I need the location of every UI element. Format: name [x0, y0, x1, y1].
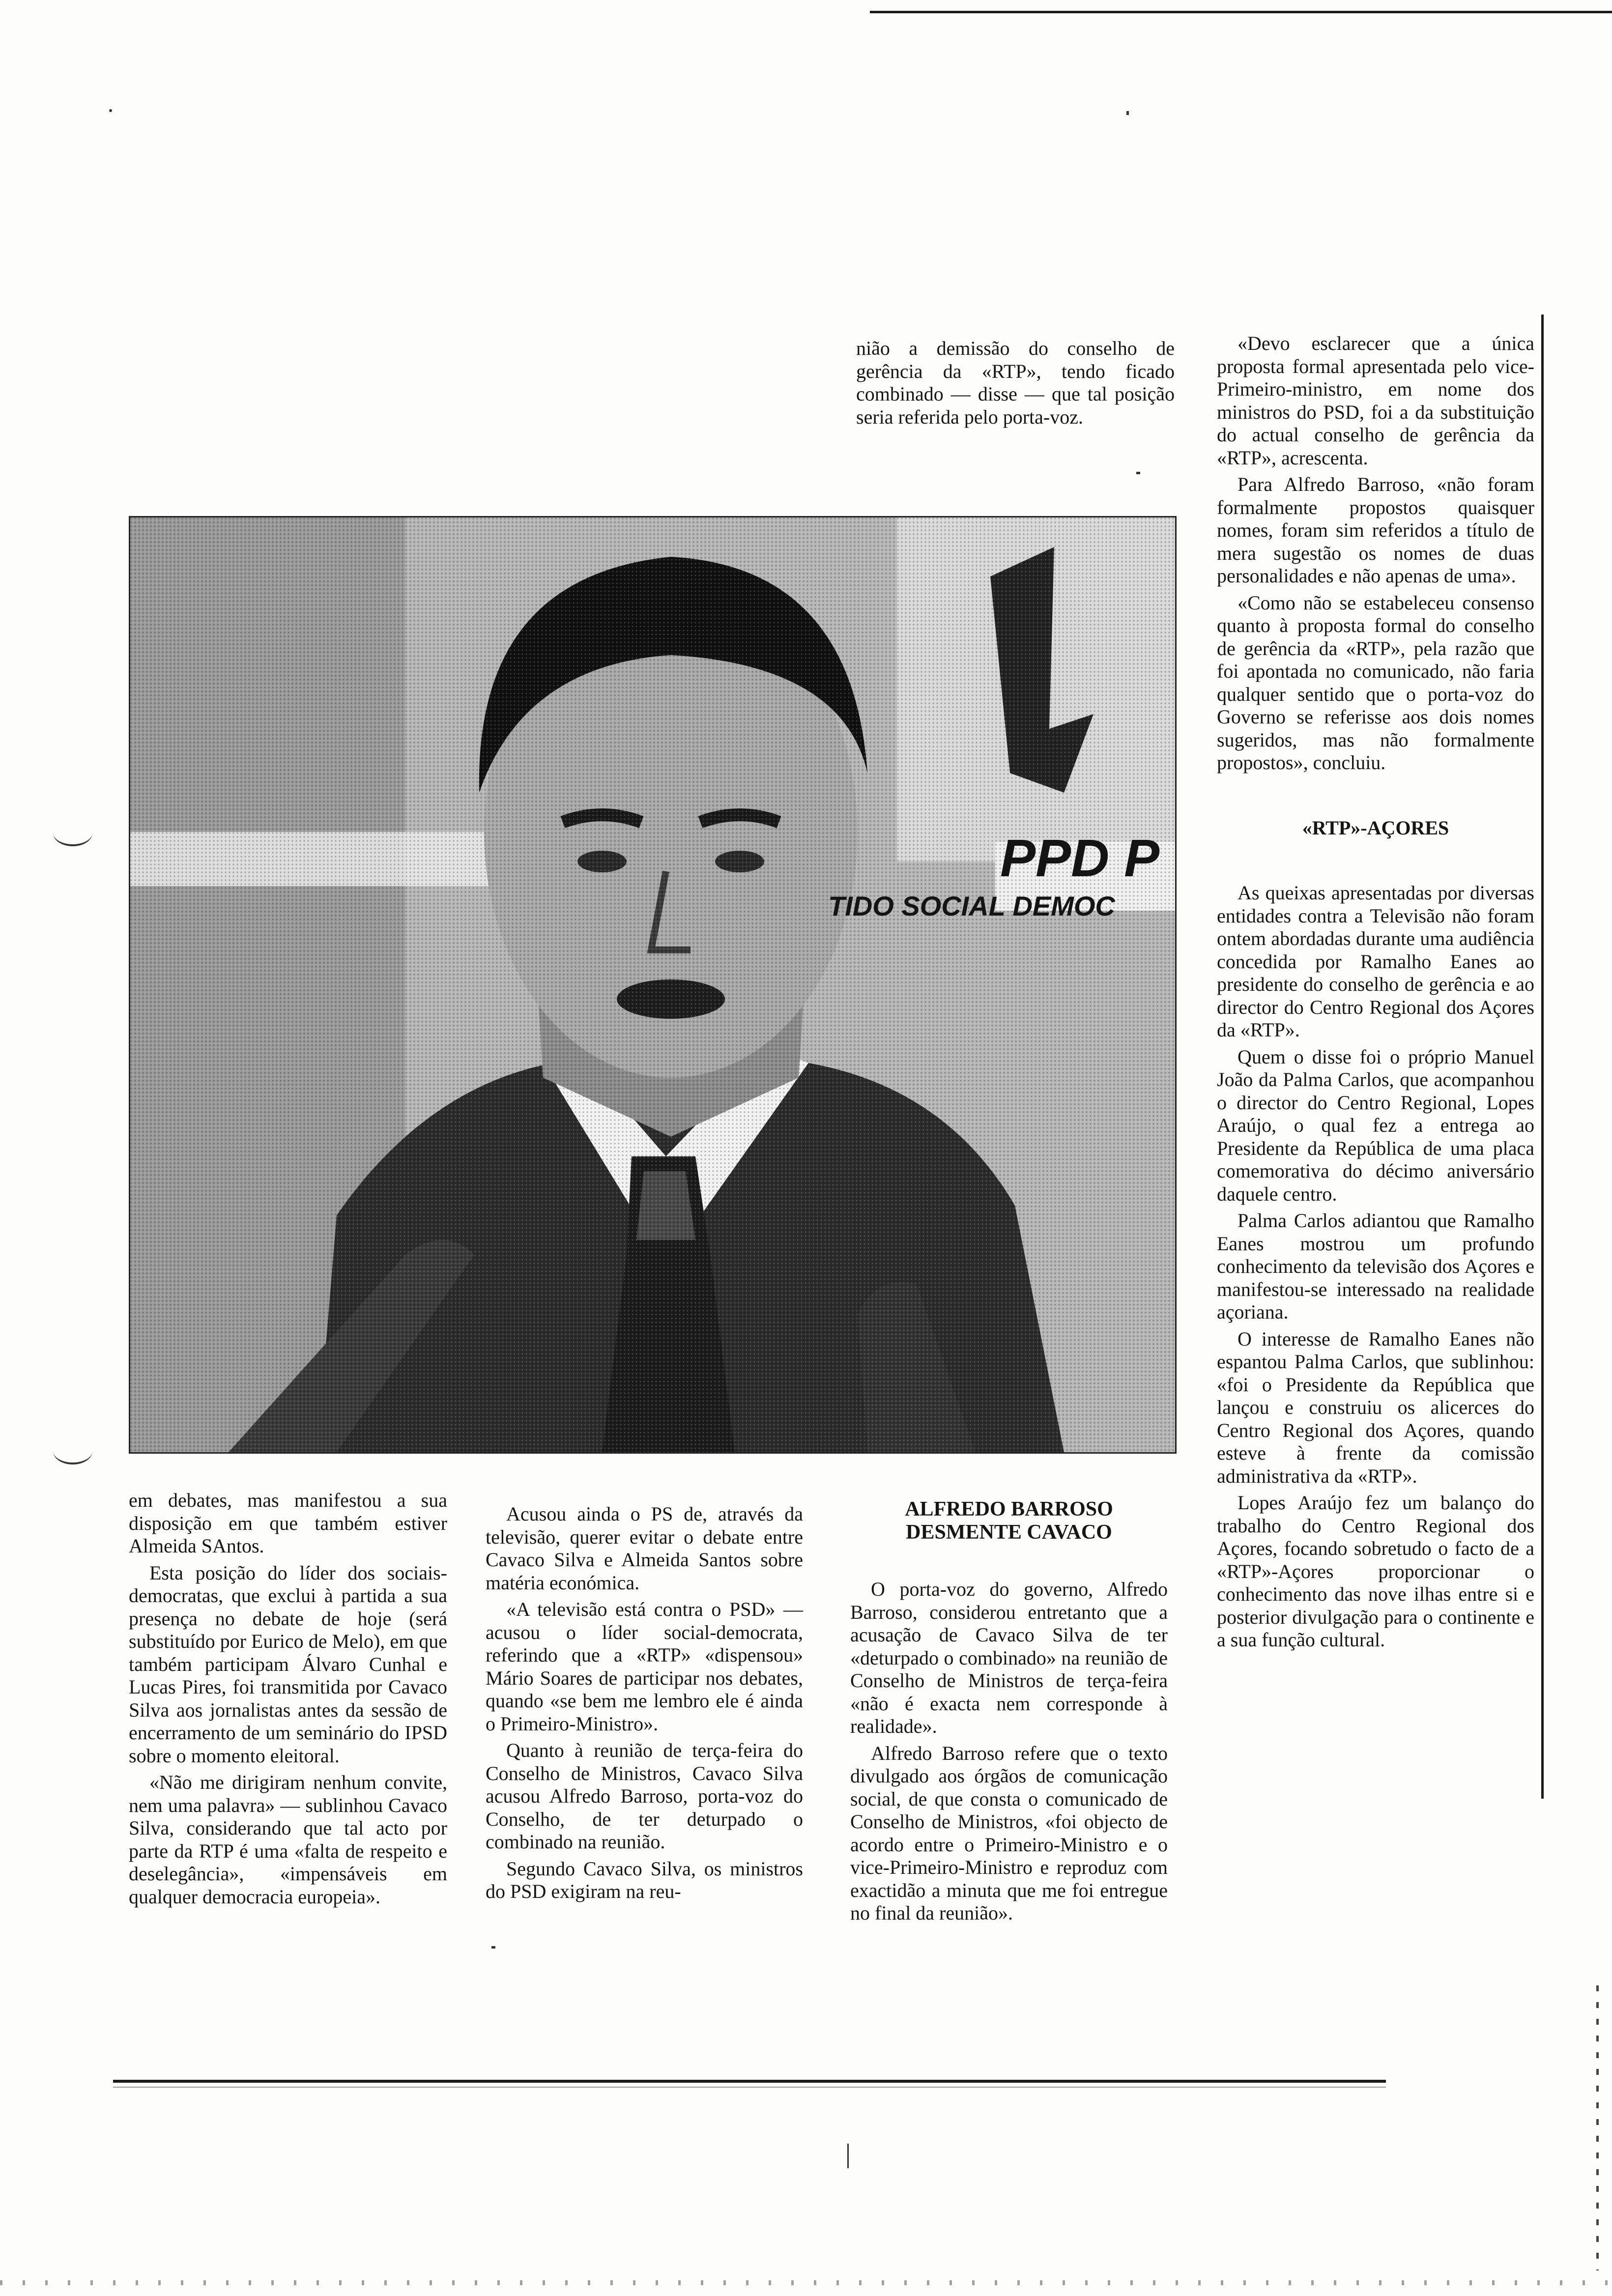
article-paragraph: «Não me dirigiram nenhum convite, nem uma palavra» — sublinhou Cavaco Silva, considerando que tal acto por parte da RTP é uma «falta de respeito e deselegância», «impensáveis em qualquer democracia europeia». — [129, 1771, 447, 1908]
article-paragraph: Quem o disse foi o próprio Manuel João da Palma Carlos, que acompanhou o director do Centro Regional, Lopes Araújo, o qual fez a entrega ao Presidente da República de uma placa comemorativa do décimo aniversário daquele centro. — [1217, 1045, 1534, 1205]
article-paragraph: As queixas apresentadas por diversas entidades contra a Televisão não foram ontem abordadas durante uma audiência concedida por Ramalho Eanes ao presidente do conselho de gerência e ao director do Centro Regional dos Açores da «RTP». — [1217, 882, 1534, 1041]
scan-speck — [1136, 472, 1140, 474]
heading-line-2: DESMENTE CAVACO — [906, 1521, 1112, 1544]
binder-hole-mark — [53, 1438, 92, 1464]
bottom-rule — [113, 2080, 1386, 2083]
article-paragraph: «A televisão está contra o PSD» — acusou o líder social-democrata, referindo que a «RTP» «dispensou» Mário Soares de participar nos debates, quando «se bem me lembro ele é ainda o Primeiro-Ministro». — [486, 1598, 803, 1735]
top-edge-rule — [870, 11, 1612, 13]
subheading-rtp-acores: «RTP»-AÇORES — [1302, 816, 1449, 839]
scan-speck — [491, 1946, 495, 1949]
article-paragraph: Acusou ainda o PS de, através da televisão, querer evitar o debate entre Cavaco Silva e Almeida Santos sobre matéria económica. — [486, 1503, 803, 1594]
scan-noise-strip — [0, 2280, 1612, 2285]
article-paragraph: Alfredo Barroso refere que o texto divulgado aos órgãos de comunicação social, de que consta o comunicado de Conselho de Ministros, «foi objecto de acordo entre o Primeiro-Ministro e o vice-Primeiro-Ministro e reproduz com exactidão a minuta que me foi entregue no final da reunião». — [850, 1742, 1168, 1924]
scan-speck — [1126, 111, 1129, 115]
photo-sign-text: PPD P — [1000, 828, 1160, 888]
article-paragraph: Segundo Cavaco Silva, os ministros do PSD exigiram na reu- — [486, 1857, 803, 1902]
binder-hole-mark — [53, 820, 92, 846]
article-paragraph: Lopes Araújo fez um balanço do trabalho do Centro Regional dos Açores, focando sobretudo o facto de a «RTP»-Açores proporcionar o conhecimento das nove ilhas entre si e posterior divulgação para o continente e a sua função cultural. — [1217, 1492, 1534, 1651]
article-paragraph: O interesse de Ramalho Eanes não espantou Palma Carlos, que sublinhou: «foi o Presidente da República que lançou e construiu os alicerces do Centro Regional dos Açores, quando esteve à frente da comissão administrativa da «RTP». — [1217, 1327, 1534, 1487]
heading-line-1: ALFREDO BARROSO — [905, 1498, 1113, 1521]
scan-speck — [109, 109, 112, 112]
bottom-rule-shadow — [113, 2087, 1386, 2088]
scan-speck — [847, 2144, 849, 2168]
article-paragraph: O porta-voz do governo, Alfredo Barroso, considerou entretanto que a acusação de Cavaco Silva de ter «deturpado o combinado» na reunião de Conselho de Ministros de terça-feira «não é exacta nem corresponde à realidade». — [850, 1578, 1168, 1737]
article-paragraph: em debates, mas manifestou a sua disposição em que também estiver Almeida SAntos. — [129, 1489, 447, 1557]
article-paragraph: Palma Carlos adiantou que Ramalho Eanes mostrou um profundo conhecimento da televisão dos Açores e manifestou-se interessado na realidade açoriana. — [1217, 1209, 1534, 1323]
right-column — [1217, 332, 1534, 1652]
article-paragraph: Esta posição do líder dos sociais-democratas, que exclui à partida a sua presença no debate de hoje (será substituído por Eurico de Melo), em que também participam Álvaro Cunhal e Lucas Pires, foi transmitida por Cavaco Silva aos jornalistas antes da sessão de encerramento de um seminário do IPSD sobre o momento eleitoral. — [129, 1561, 447, 1767]
right-column-rule — [1541, 315, 1544, 1799]
bottom-column-3 — [850, 1498, 1168, 1925]
photo-politician-speaking — [129, 516, 1177, 1454]
photo-illustration — [130, 517, 1175, 1452]
article-paragraph: «Devo esclarecer que a única proposta formal apresentada pelo vice-Primeiro-ministro, em nome dos ministros do PSD, foi a da substituição do actual conselho de gerência da «RTP», acrescenta. — [1217, 332, 1534, 469]
photo-sign-subtext: TIDO SOCIAL DEMOC — [828, 890, 1115, 921]
scan-noise-strip-right — [1596, 1985, 1599, 2270]
article-paragraph: nião a demissão do conselho de gerência da «RTP», tendo ficado combinado — disse — que tal posição seria referida pelo porta-voz. — [856, 337, 1175, 428]
article-paragraph: «Como não se estabeleceu consenso quanto à proposta formal do conselho de gerência da «RTP», pela razão que foi apontada no comunicado, não faria qualquer sentido que o porta-voz do Governo se referisse aos dois nomes sugeridos, mas não formalmente propostos», concluiu. — [1217, 591, 1534, 774]
article-paragraph: Para Alfredo Barroso, «não foram formalmente propostos quaisquer nomes, foram sim referidos a título de mera sugestão os nomes de duas personalidades e não apenas de uma». — [1217, 473, 1534, 587]
top-center-text — [856, 337, 1175, 429]
article-paragraph: Quanto à reunião de terça-feira do Conselho de Ministros, Cavaco Silva acusou Alfredo Barroso, porta-voz do Conselho, de ter deturpado o combinado na reunião. — [486, 1739, 803, 1853]
bottom-column-2 — [486, 1503, 803, 1903]
bottom-column-1 — [129, 1489, 447, 1908]
